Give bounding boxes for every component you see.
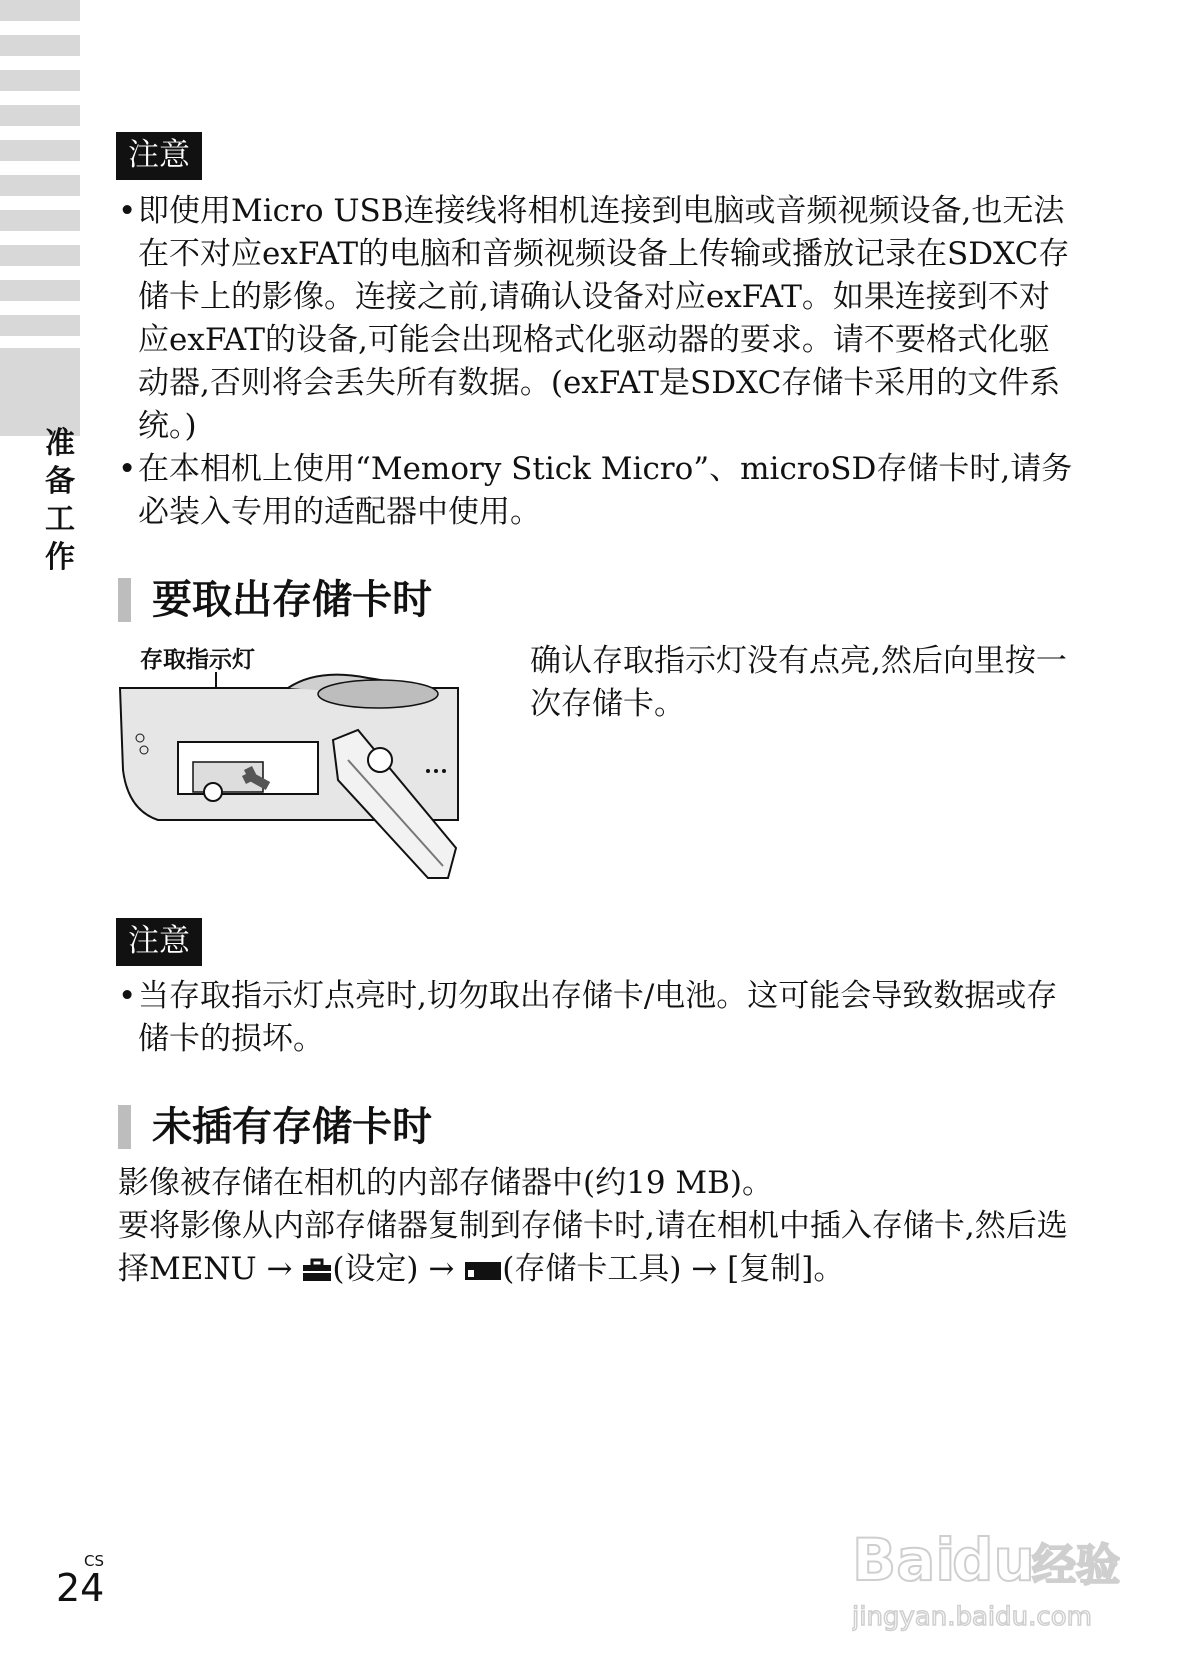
body-line: 影像被存储在相机的内部存储器中(约19 MB)。 [118, 1165, 774, 1201]
side-tab-char: 备 [45, 464, 75, 499]
section-heading-no-card: 未插有存储卡时 [118, 1102, 432, 1152]
section-heading-remove-card: 要取出存储卡时 [118, 575, 432, 625]
toolbox-icon [302, 1258, 332, 1282]
card-tool-label: (存储卡工具) [502, 1251, 682, 1287]
arrow: → [428, 1251, 455, 1287]
chapter-index-stripes [0, 0, 80, 436]
current-chapter-marker [0, 348, 80, 436]
page-number: 24 [56, 1566, 105, 1610]
arrow: → [691, 1251, 718, 1287]
body-line: 要将影像从内部存储器复制到存储卡时,请在相机中插入存储卡,然后选择MENU [118, 1208, 1068, 1287]
note-list [118, 975, 1073, 1061]
side-tab-char: 准 [45, 426, 75, 461]
arrow: → [266, 1251, 293, 1287]
camera-card-slot-illustration [118, 670, 498, 885]
svg-text:Bai: Bai [852, 1526, 956, 1594]
note-list [118, 190, 1073, 534]
note-item: • 当存取指示灯点亮时,切勿取出存储卡/电池。这可能会导致数据或存储卡的损坏。 [118, 975, 1073, 1061]
svg-text:经验: 经验 [1032, 1540, 1120, 1591]
note-badge: 注意 [116, 132, 202, 180]
svg-text:jingyan.baidu.com: jingyan.baidu.com [852, 1602, 1092, 1632]
no-card-body [118, 1162, 1078, 1291]
note-badge: 注意 [116, 918, 202, 966]
note-item: • 在本相机上使用“Memory Stick Micro”、microSD存储卡时,请务必装入专用的适配器中使用。 [118, 448, 1073, 534]
baidu-jingyan-watermark [852, 1510, 1142, 1640]
side-tab-char: 工 [45, 502, 75, 537]
side-tab-char: 作 [45, 540, 75, 575]
setup-label: (设定) [332, 1251, 419, 1287]
language-code: CS [84, 1552, 104, 1570]
memory-card-icon [464, 1258, 502, 1282]
chapter-side-tab [40, 425, 80, 577]
svg-text:du: du [952, 1526, 1035, 1594]
remove-card-instruction: 确认存取指示灯没有点亮,然后向里按一次存储卡。 [530, 643, 1067, 722]
note-item: • 即使用Micro USB连接线将相机连接到电脑或音频视频设备,也无法在不对应exFAT的电脑和音频视频设备上传输或播放记录在SDXC存储卡上的影像。连接之前,请确认设备对应exFAT。如果连接到不对应exFAT的设备,可能会出现格式化驱动器的要求。请不要格式化驱动器,否则将会丢失所有数据。(exFAT是SDXC存储卡采用的文件系统。) [118, 190, 1073, 448]
copy-label: [复制]。 [727, 1251, 845, 1287]
figure-caption-access-lamp: 存取指示灯 [140, 647, 255, 673]
